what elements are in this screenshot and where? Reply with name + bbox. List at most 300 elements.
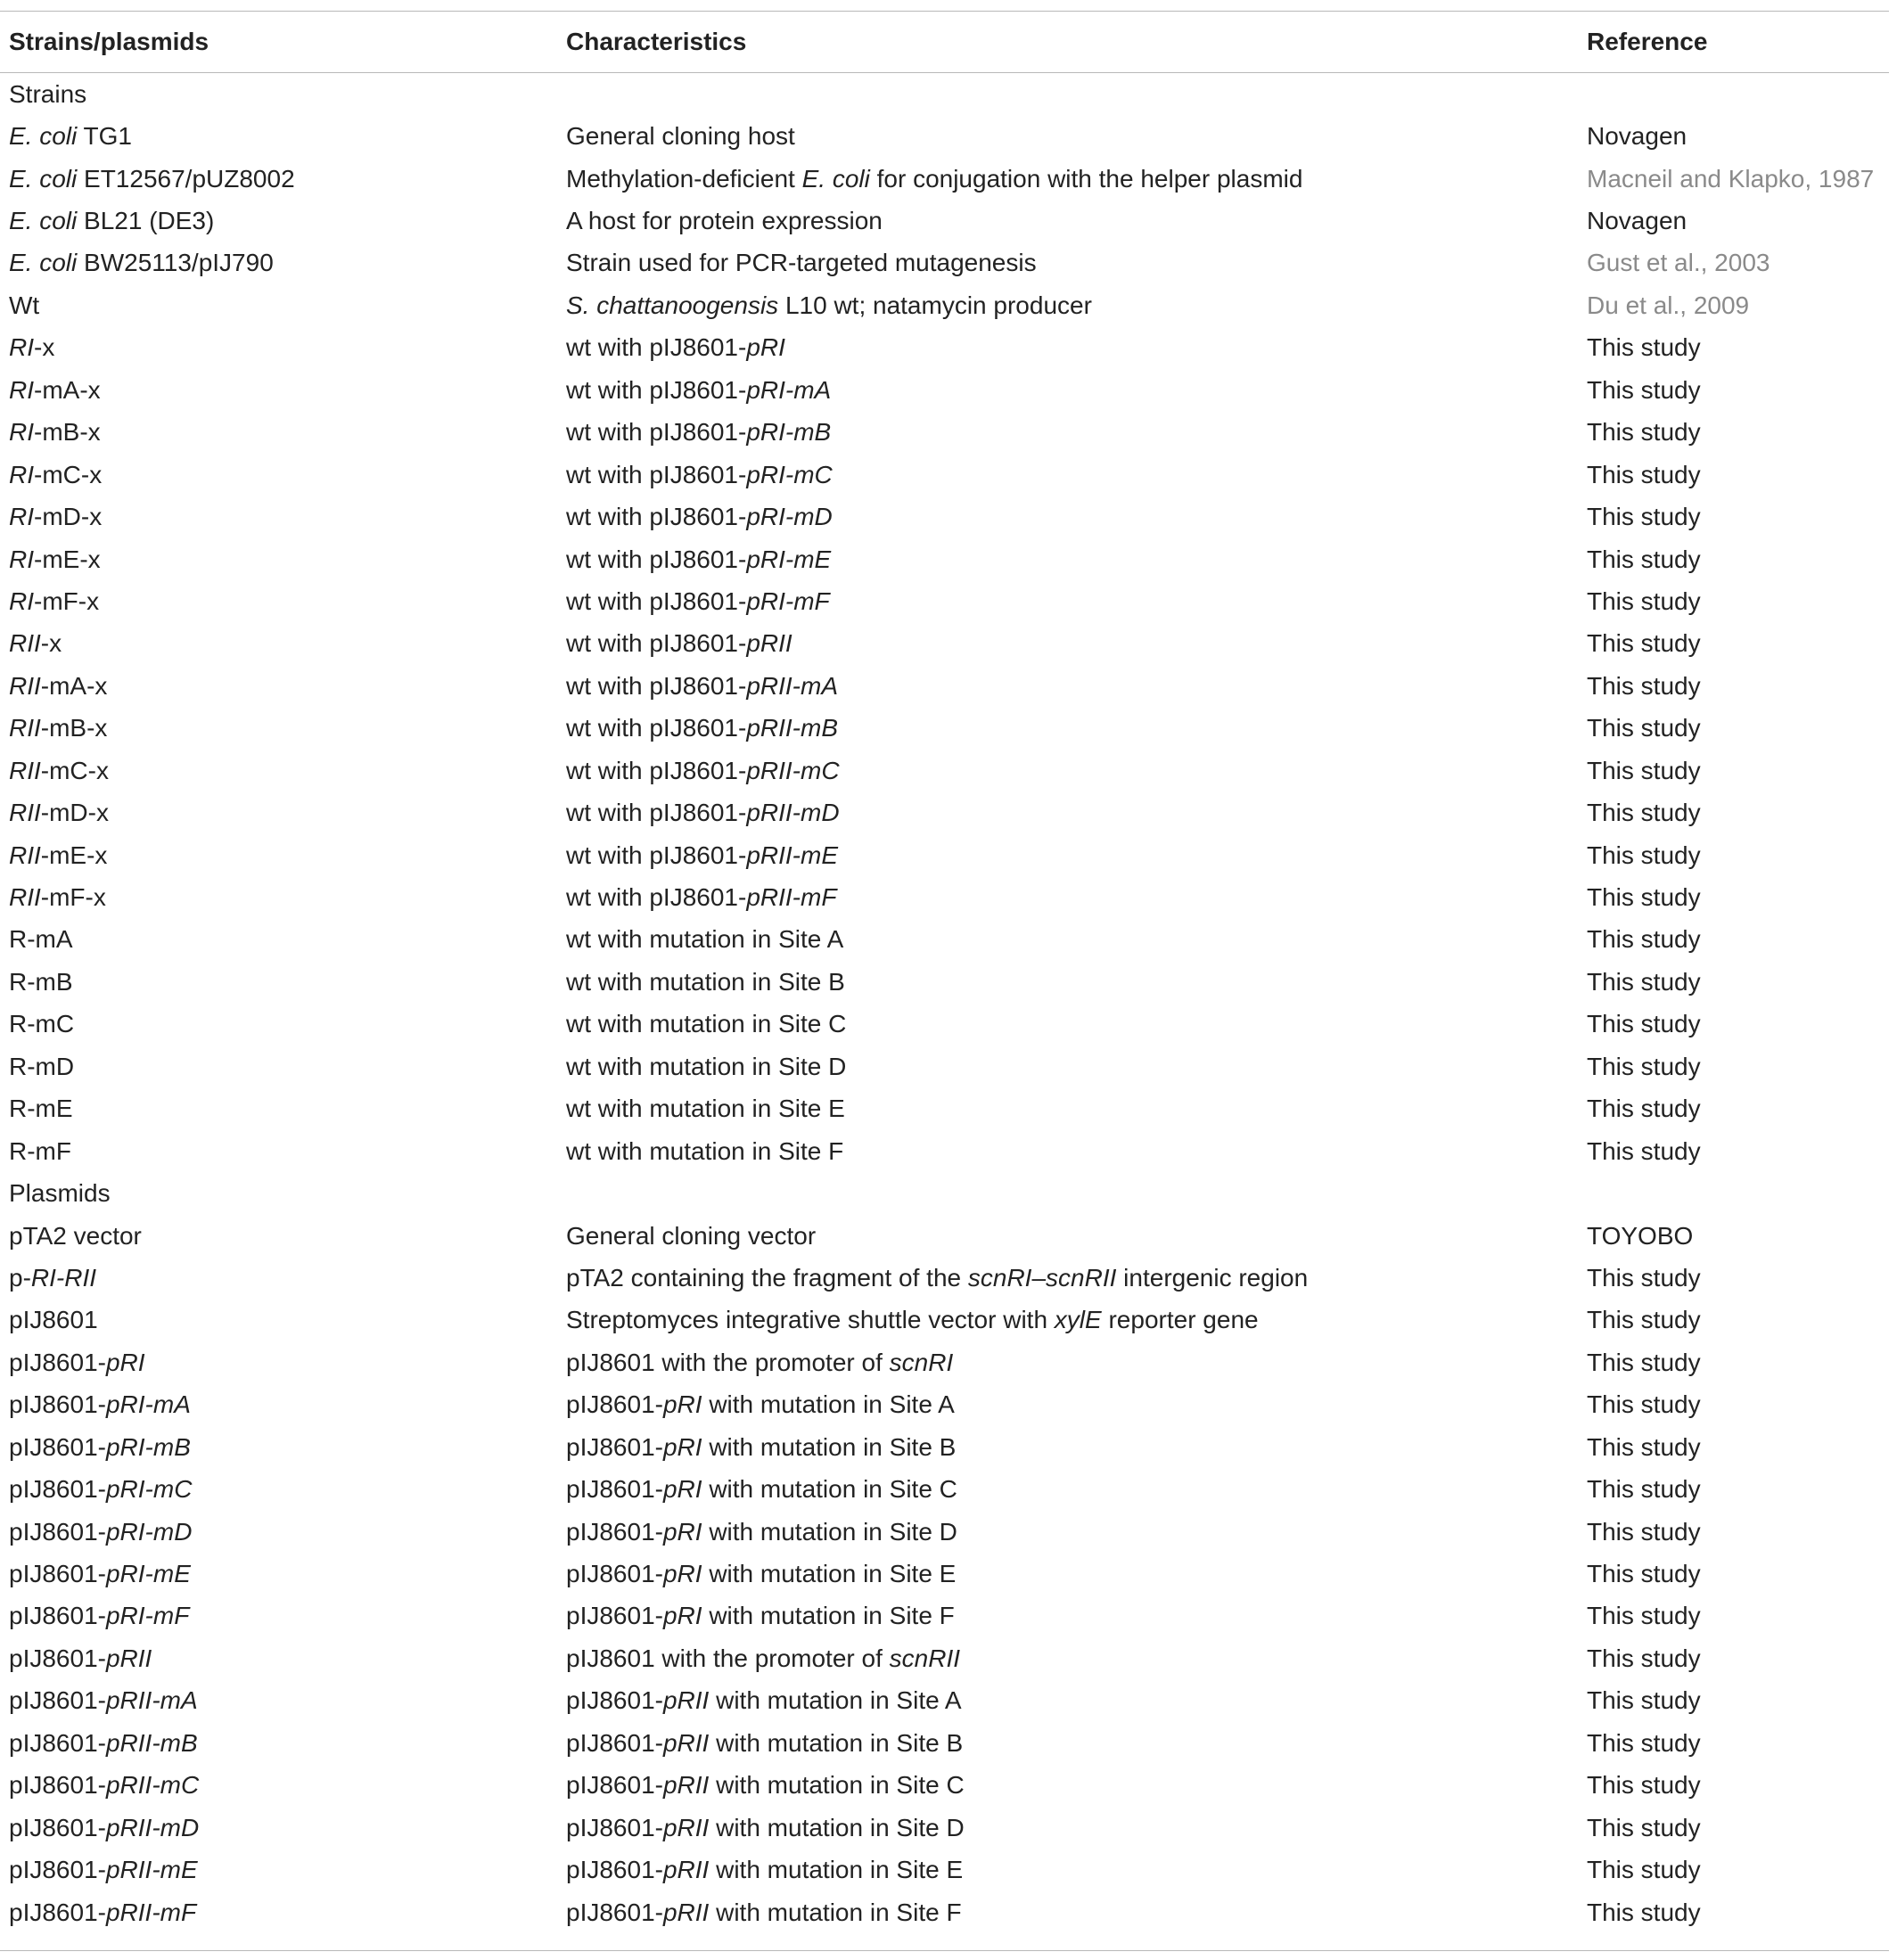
cell-text: Streptomyces integrative shuttle vector with [566, 1306, 1055, 1334]
cell-reference: This study [1587, 1728, 1701, 1757]
cell-characteristics [566, 1602, 1587, 1630]
cell-strain-plasmid [9, 545, 575, 574]
table-row [0, 284, 1889, 326]
cell-text: pIJ8601- [9, 1390, 106, 1419]
cell-text: pRII-mE [746, 841, 839, 869]
table-row [0, 1553, 1889, 1595]
cell-reference: This study [1587, 1644, 1701, 1672]
cell-text: RI [9, 333, 34, 362]
cell-reference: This study [1587, 841, 1701, 869]
cell-text: wt with pIJ8601- [566, 883, 747, 912]
cell-text: pRI-mC [746, 460, 833, 488]
cell-characteristics [566, 672, 1587, 701]
cell-strain-plasmid [9, 925, 575, 954]
cell-reference: This study [1587, 586, 1701, 615]
cell-text: pIJ8601- [566, 1560, 663, 1588]
cell-text: wt with mutation in Site E [566, 1095, 845, 1123]
cell-text: wt with mutation in Site F [566, 1136, 844, 1165]
cell-strain-plasmid [9, 1814, 575, 1842]
cell-text: pRI-mD [746, 503, 833, 531]
cell-characteristics [566, 799, 1587, 827]
table-row [0, 538, 1889, 580]
cell-text: ET12567/pUZ8002 [77, 164, 295, 193]
cell-strain-plasmid [9, 1475, 575, 1504]
cell-reference: This study [1587, 1432, 1701, 1461]
cell-strain-plasmid [9, 757, 575, 785]
reference-link[interactable]: Du et al., 2009 [1587, 291, 1750, 319]
table-row [0, 1680, 1889, 1722]
cell-reference: This study [1587, 1771, 1701, 1800]
cell-strain-plasmid [9, 1010, 575, 1038]
cell-text: Strains [9, 79, 87, 108]
cell-text: -x [40, 629, 62, 658]
cell-text: pRII [662, 1898, 710, 1926]
cell-text: A host for protein expression [566, 207, 883, 235]
cell-text: RII [9, 714, 41, 742]
cell-strain-plasmid [9, 1686, 575, 1715]
cell-text: with mutation in Site A [709, 1686, 962, 1715]
cell-text: wt with pIJ8601- [566, 545, 747, 573]
table-row [0, 1891, 1889, 1933]
cell-strain-plasmid [9, 799, 575, 827]
cell-text: RII [9, 629, 41, 658]
cell-text: pIJ8601- [566, 1728, 663, 1757]
cell-characteristics [566, 629, 1587, 658]
table-row [0, 665, 1889, 707]
cell-text: wt with pIJ8601- [566, 375, 747, 404]
cell-text: -mD-x [40, 799, 109, 827]
cell-strain-plasmid [9, 1095, 575, 1123]
header-reference: Reference [1587, 28, 1708, 55]
cell-text: -mC-x [34, 460, 103, 488]
cell-reference: This study [1587, 883, 1701, 912]
cell-text: E. coli [801, 164, 870, 193]
cell-reference: Novagen [1587, 207, 1688, 235]
cell-text: wt with pIJ8601- [566, 799, 747, 827]
cell-strain-plasmid [9, 165, 575, 193]
cell-text: pRI [662, 1602, 702, 1630]
cell-text: S. chattanoogensis [566, 291, 779, 319]
cell-text: wt with pIJ8601- [566, 333, 747, 362]
cell-text: pRI [662, 1475, 702, 1504]
cell-text: for conjugation with the helper plasmid [869, 164, 1303, 193]
cell-text: pRII-mB [105, 1728, 198, 1757]
cell-characteristics [566, 503, 1587, 531]
table-row [0, 1849, 1889, 1890]
cell-characteristics [566, 1222, 1587, 1251]
cell-characteristics [566, 249, 1587, 277]
cell-text: -mD-x [34, 503, 103, 531]
cell-characteristics [566, 1306, 1587, 1334]
cell-text: R-mE [9, 1095, 73, 1123]
cell-text: pRII [662, 1813, 710, 1841]
table-row [0, 1384, 1889, 1426]
cell-text: reporter gene [1101, 1306, 1259, 1334]
cell-characteristics [566, 545, 1587, 574]
table-row [0, 1004, 1889, 1046]
cell-text: RI [9, 503, 34, 531]
cell-text: RI-RII [30, 1263, 97, 1292]
cell-characteristics [566, 376, 1587, 405]
cell-strain-plasmid [9, 1644, 575, 1673]
cell-reference: This study [1587, 1306, 1701, 1334]
cell-text: pRII-mF [105, 1898, 197, 1926]
strains-plasmids-table [0, 11, 1889, 1933]
cell-text: scnRII [1046, 1263, 1117, 1292]
table-row [0, 750, 1889, 791]
cell-text: pIJ8601- [9, 1813, 106, 1841]
cell-text: pIJ8601 with the promoter of [566, 1644, 890, 1672]
cell-text: Plasmids [9, 1179, 111, 1208]
cell-strain-plasmid [9, 1390, 575, 1419]
cell-reference: This study [1587, 1517, 1701, 1546]
cell-characteristics [566, 925, 1587, 954]
table-row [0, 412, 1889, 454]
cell-characteristics [566, 418, 1587, 447]
cell-text: pRII [746, 629, 792, 658]
cell-text: -mF-x [40, 883, 106, 912]
cell-text: -mE-x [40, 841, 108, 869]
cell-strain-plasmid [9, 1729, 575, 1758]
cell-text: pRI-mF [746, 586, 830, 615]
cell-reference: This study [1587, 629, 1701, 658]
cell-strain-plasmid [9, 968, 575, 996]
cell-reference: This study [1587, 1095, 1701, 1123]
cell-text: pRI-mB [746, 418, 832, 447]
cell-characteristics [566, 1729, 1587, 1758]
cell-reference: This study [1587, 1813, 1701, 1841]
cell-strain-plasmid [9, 122, 575, 151]
cell-text: pRII-mA [746, 671, 839, 700]
reference-link[interactable]: Gust et al., 2003 [1587, 249, 1770, 277]
section-label [9, 1179, 575, 1208]
cell-text: with mutation in Site E [702, 1560, 957, 1588]
cell-text: pIJ8601- [9, 1517, 106, 1546]
cell-text: pIJ8601- [566, 1856, 663, 1884]
cell-reference: This study [1587, 1475, 1701, 1504]
table-row [0, 791, 1889, 833]
cell-text: R-mF [9, 1136, 71, 1165]
cell-characteristics [566, 333, 1587, 362]
cell-strain-plasmid [9, 333, 575, 362]
cell-text: -mB-x [34, 418, 101, 447]
cell-text: pIJ8601- [566, 1771, 663, 1800]
cell-strain-plasmid [9, 1222, 575, 1251]
cell-text: pIJ8601- [9, 1602, 106, 1630]
table-row [0, 158, 1889, 200]
cell-text: pRI-mE [746, 545, 832, 573]
cell-strain-plasmid [9, 1898, 575, 1927]
cell-text: pIJ8601- [566, 1602, 663, 1630]
cell-strain-plasmid [9, 714, 575, 742]
cell-characteristics [566, 1349, 1587, 1377]
cell-text: RII [9, 756, 41, 784]
table-row [0, 1257, 1889, 1299]
cell-text: with mutation in Site C [702, 1475, 957, 1504]
cell-text: wt with mutation in Site C [566, 1010, 847, 1038]
cell-reference: This study [1587, 1686, 1701, 1715]
section-row [0, 1172, 1889, 1214]
cell-text: pIJ8601- [566, 1686, 663, 1715]
table-row [0, 1511, 1889, 1553]
cell-strain-plasmid [9, 1053, 575, 1081]
cell-text: TG1 [77, 122, 132, 151]
cell-strain-plasmid [9, 503, 575, 531]
table-row [0, 876, 1889, 918]
cell-text: wt with pIJ8601- [566, 841, 747, 869]
cell-reference: This study [1587, 714, 1701, 742]
cell-reference: This study [1587, 503, 1701, 531]
cell-characteristics [566, 1137, 1587, 1166]
cell-text: pRII [662, 1856, 710, 1884]
cell-reference: This study [1587, 1010, 1701, 1038]
cell-text: wt with pIJ8601- [566, 714, 747, 742]
table-row [0, 1722, 1889, 1764]
cell-characteristics [566, 291, 1587, 320]
cell-text: pRII-mC [105, 1771, 200, 1800]
cell-text: pRII-mD [746, 799, 840, 827]
table-row [0, 1426, 1889, 1468]
cell-reference: This study [1587, 1856, 1701, 1884]
cell-text: with mutation in Site F [709, 1898, 962, 1926]
cell-reference: This study [1587, 967, 1701, 996]
cell-text: R-mD [9, 1052, 75, 1080]
reference-link[interactable]: Macneil and Klapko, 1987 [1587, 164, 1875, 193]
cell-text: with mutation in Site A [702, 1390, 955, 1419]
cell-reference: This study [1587, 756, 1701, 784]
cell-text: pIJ8601- [566, 1517, 663, 1546]
cell-characteristics [566, 757, 1587, 785]
table-row [0, 369, 1889, 411]
cell-text: pIJ8601- [566, 1475, 663, 1504]
cell-reference: This study [1587, 1052, 1701, 1080]
cell-text: pIJ8601- [9, 1728, 106, 1757]
table-row [0, 327, 1889, 369]
cell-reference: This study [1587, 1898, 1701, 1926]
cell-strain-plasmid [9, 1856, 575, 1884]
cell-text: E. coli [9, 122, 78, 151]
cell-reference: This study [1587, 925, 1701, 954]
cell-text: – [1031, 1263, 1047, 1292]
table-row [0, 1637, 1889, 1679]
cell-text: wt with mutation in Site D [566, 1052, 847, 1080]
table-row [0, 496, 1889, 537]
section-label [9, 80, 575, 109]
cell-text: R-mC [9, 1010, 75, 1038]
cell-text: Methylation-deficient [566, 164, 802, 193]
cell-text: pRI-mB [105, 1432, 191, 1461]
cell-reference: This study [1587, 418, 1701, 447]
cell-text: General cloning vector [566, 1221, 817, 1250]
cell-text: pRI-mE [105, 1560, 191, 1588]
cell-text: RII [9, 799, 41, 827]
cell-reference: This study [1587, 460, 1701, 488]
table-row [0, 200, 1889, 242]
cell-text: pIJ8601- [566, 1432, 663, 1461]
cell-strain-plasmid [9, 672, 575, 701]
cell-characteristics [566, 1053, 1587, 1081]
cell-strain-plasmid [9, 207, 575, 235]
cell-text: RI [9, 460, 34, 488]
cell-text: pIJ8601 [9, 1306, 98, 1334]
cell-text: -mC-x [40, 756, 109, 784]
cell-text: pRI [662, 1517, 702, 1546]
cell-text: R-mB [9, 967, 73, 996]
cell-text: pRI [662, 1432, 702, 1461]
cell-strain-plasmid [9, 291, 575, 320]
cell-reference: This study [1587, 1602, 1701, 1630]
cell-text: wt with pIJ8601- [566, 671, 747, 700]
cell-text: -mE-x [34, 545, 101, 573]
cell-strain-plasmid [9, 1137, 575, 1166]
cell-characteristics [566, 1095, 1587, 1123]
cell-reference: This study [1587, 1560, 1701, 1588]
cell-characteristics [566, 207, 1587, 235]
cell-text: wt with pIJ8601- [566, 756, 747, 784]
cell-text: pRII-mA [105, 1686, 198, 1715]
cell-strain-plasmid [9, 841, 575, 870]
cell-text: with mutation in Site E [709, 1856, 964, 1884]
cell-text: pIJ8601 with the promoter of [566, 1348, 890, 1376]
cell-text: pRI-mD [105, 1517, 193, 1546]
cell-text: with mutation in Site C [709, 1771, 965, 1800]
cell-text: pRII-mF [746, 883, 837, 912]
cell-reference: This study [1587, 333, 1701, 362]
cell-characteristics [566, 1433, 1587, 1462]
cell-characteristics [566, 1898, 1587, 1927]
cell-characteristics [566, 1814, 1587, 1842]
cell-text: RII [9, 671, 41, 700]
cell-strain-plasmid [9, 1560, 575, 1588]
cell-text: pRI [662, 1560, 702, 1588]
cell-text: RII [9, 841, 41, 869]
cell-text: pIJ8601- [9, 1475, 106, 1504]
cell-reference: This study [1587, 799, 1701, 827]
cell-strain-plasmid [9, 1306, 575, 1334]
table-row [0, 115, 1889, 157]
cell-text: RI [9, 545, 34, 573]
table-row [0, 1130, 1889, 1172]
cell-text: R-mA [9, 925, 73, 954]
cell-text: L10 wt; natamycin producer [778, 291, 1092, 319]
cell-characteristics [566, 714, 1587, 742]
cell-text: RI [9, 375, 34, 404]
cell-characteristics [566, 461, 1587, 489]
table-row [0, 1765, 1889, 1807]
cell-text: RI [9, 586, 34, 615]
cell-characteristics [566, 1856, 1587, 1884]
cell-text: pRII [662, 1686, 710, 1715]
cell-text: pIJ8601- [9, 1432, 106, 1461]
cell-text: pRII [105, 1644, 152, 1672]
cell-text: pIJ8601- [9, 1686, 106, 1715]
table-row [0, 454, 1889, 496]
cell-text: wt with mutation in Site A [566, 925, 844, 954]
cell-text: pTA2 vector [9, 1221, 142, 1250]
cell-text: BL21 (DE3) [77, 207, 215, 235]
table-row [0, 1468, 1889, 1510]
cell-strain-plasmid [9, 249, 575, 277]
cell-text: pIJ8601- [566, 1390, 663, 1419]
cell-text: wt with pIJ8601- [566, 418, 747, 447]
table-row [0, 961, 1889, 1003]
table-row [0, 1088, 1889, 1130]
cell-text: with mutation in Site F [702, 1602, 955, 1630]
table-row [0, 623, 1889, 665]
cell-text: with mutation in Site D [709, 1813, 965, 1841]
table-row [0, 242, 1889, 284]
cell-text: wt with pIJ8601- [566, 503, 747, 531]
section-row [0, 73, 1889, 115]
cell-strain-plasmid [9, 1264, 575, 1292]
table-row [0, 919, 1889, 961]
cell-reference: This study [1587, 1390, 1701, 1419]
cell-strain-plasmid [9, 629, 575, 658]
cell-text: pRI-mF [105, 1602, 190, 1630]
cell-text: pRII-mC [746, 756, 840, 784]
cell-strain-plasmid [9, 587, 575, 616]
cell-text: wt with pIJ8601- [566, 629, 747, 658]
cell-text: General cloning host [566, 122, 795, 151]
cell-text: pIJ8601- [9, 1856, 106, 1884]
cell-text: pRII-mE [105, 1856, 198, 1884]
cell-text: pTA2 containing the fragment of the [566, 1263, 968, 1292]
table-header [0, 12, 1889, 73]
cell-text: RI [9, 418, 34, 447]
cell-characteristics [566, 122, 1587, 151]
cell-text: pIJ8601- [9, 1348, 106, 1376]
cell-text: -mF-x [34, 586, 100, 615]
cell-text: pIJ8601- [9, 1771, 106, 1800]
cell-text: pRI [662, 1390, 702, 1419]
table-row [0, 1215, 1889, 1257]
cell-characteristics [566, 165, 1587, 193]
cell-text: with mutation in Site B [709, 1728, 964, 1757]
cell-text: scnRI [967, 1263, 1032, 1292]
cell-text: pRII-mB [746, 714, 839, 742]
cell-characteristics [566, 841, 1587, 870]
cell-text: scnRII [889, 1644, 961, 1672]
table-row [0, 1595, 1889, 1637]
cell-text: pRII [662, 1771, 710, 1800]
cell-characteristics [566, 1644, 1587, 1673]
cell-text: pIJ8601- [566, 1898, 663, 1926]
table-body [0, 73, 1889, 1933]
cell-text: xylE [1054, 1306, 1102, 1334]
header-characteristics: Characteristics [566, 28, 747, 55]
cell-text: Wt [9, 291, 40, 319]
cell-reference: This study [1587, 545, 1701, 573]
header-strains-plasmids: Strains/plasmids [9, 28, 209, 55]
cell-text: pRI [105, 1348, 145, 1376]
cell-text: -mA-x [40, 671, 108, 700]
cell-characteristics [566, 587, 1587, 616]
cell-strain-plasmid [9, 1602, 575, 1630]
cell-text: pIJ8601- [566, 1813, 663, 1841]
table-bottom-rule [0, 1950, 1889, 1951]
cell-text: with mutation in Site B [702, 1432, 957, 1461]
table-row [0, 580, 1889, 622]
cell-strain-plasmid [9, 461, 575, 489]
table-row [0, 1300, 1889, 1341]
cell-text: p- [9, 1263, 31, 1292]
table-row [0, 1341, 1889, 1383]
table-row [0, 1807, 1889, 1849]
cell-text: RII [9, 883, 41, 912]
cell-text: pRI-mC [105, 1475, 193, 1504]
cell-text: wt with pIJ8601- [566, 586, 747, 615]
cell-strain-plasmid [9, 1771, 575, 1800]
